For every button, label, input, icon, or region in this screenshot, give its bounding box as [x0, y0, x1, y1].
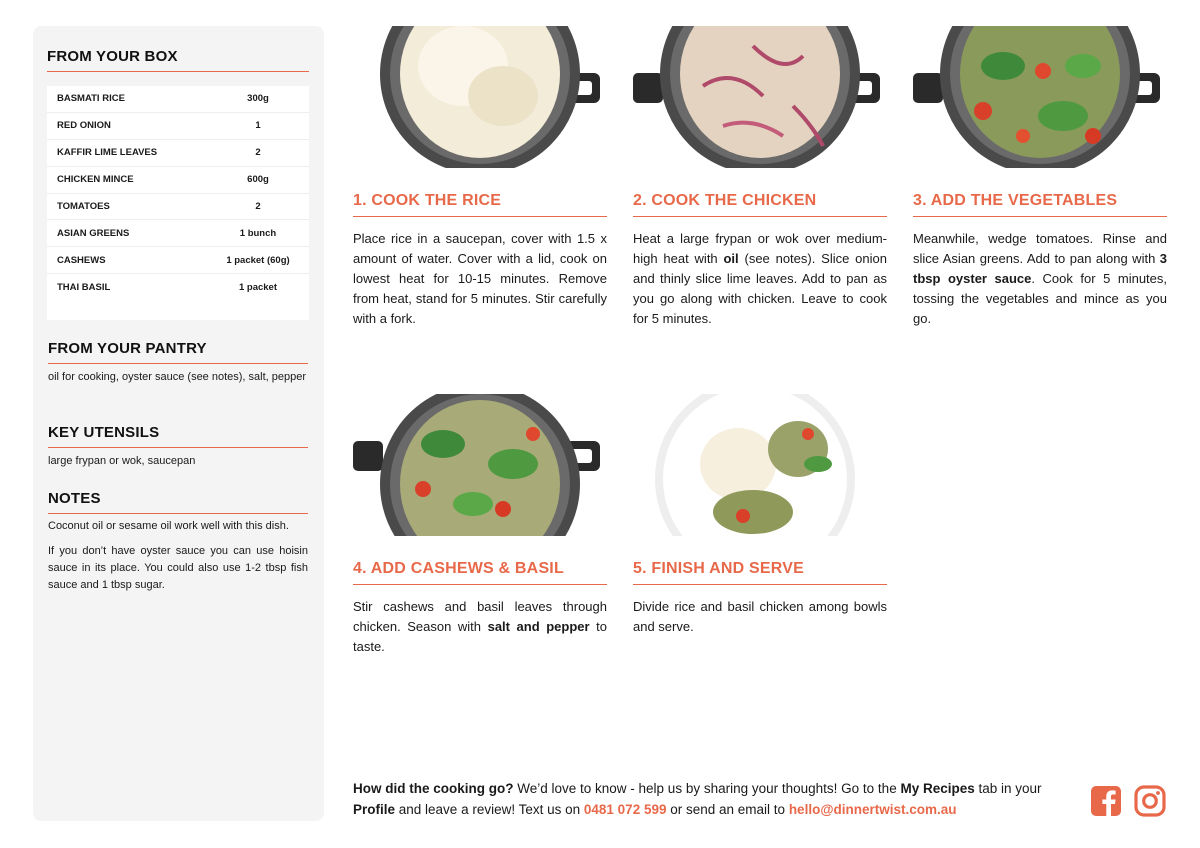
ingredient-qty: 1 packet [238, 281, 278, 293]
ingredient-qty: 300g [247, 93, 269, 105]
step-3-title: 3. ADD THE VEGETABLES [913, 192, 1167, 217]
utensils-title: KEY UTENSILS [48, 424, 308, 448]
step-2-photo [633, 26, 887, 168]
step-5-text: Divide rice and basil chicken among bowls and serve. [633, 599, 887, 634]
ingredient-qty: 1 bunch [239, 227, 277, 239]
notes-title: NOTES [48, 490, 308, 514]
ingredient-row [47, 140, 309, 167]
ingredient-row [47, 220, 309, 247]
step-5-photo [633, 394, 887, 536]
step-3-photo [913, 26, 1167, 168]
email-link[interactable]: hello@dinnertwist.com.au [788, 802, 957, 817]
from-your-box-title: FROM YOUR BOX [47, 48, 309, 72]
step-2-title: 2. COOK THE CHICKEN [633, 192, 887, 217]
ingredients-table [47, 86, 309, 320]
step-3-text: Meanwhile, wedge tomatoes. Rinse and slice Asian greens. Add to pan along with 3 tbsp oyster sauce. Cook for 5 minutes, tossing the vegetables and mince as you go. [913, 231, 1167, 326]
step-4-title: 4. ADD CASHEWS & BASIL [353, 560, 607, 585]
step-5-title: 5. FINISH AND SERVE [633, 560, 887, 585]
step-1-photo [353, 26, 607, 168]
step-4 [353, 394, 607, 657]
my-recipes-link[interactable]: My Recipes [900, 781, 975, 796]
ingredient-row [47, 194, 309, 221]
notes-text [48, 518, 308, 602]
phone-link[interactable]: 0481 072 599 [583, 802, 667, 817]
profile-link[interactable]: Profile [353, 802, 396, 817]
ingredient-name: CHICKEN MINCE [57, 174, 134, 186]
pantry-title: FROM YOUR PANTRY [48, 340, 308, 364]
footer-question: How did the cooking go? [353, 781, 514, 796]
notes-paragraph: If you don’t have oyster sauce you can use hoisin sauce in its place. You could also use 1-2 tbsp fish sauce and 1 tbsp sugar. [48, 545, 308, 591]
step-1-title: 1. COOK THE RICE [353, 192, 607, 217]
ingredient-row [47, 247, 309, 274]
facebook-icon[interactable] [1090, 785, 1122, 817]
ingredient-name: BASMATI RICE [57, 93, 125, 105]
pantry-text: oil for cooking, oyster sauce (see notes), salt, pepper [48, 371, 307, 383]
ingredient-row [47, 86, 309, 113]
notes-paragraph: Coconut oil or sesame oil work well with this dish. [48, 520, 289, 532]
ingredient-name: ASIAN GREENS [57, 227, 130, 239]
ingredient-row [47, 274, 309, 300]
ingredients-sidebar [33, 26, 324, 821]
step-1 [353, 26, 607, 329]
step-2 [633, 26, 887, 329]
step-1-text: Place rice in a saucepan, cover with 1.5 x amount of water. Cover with a lid, cook on lowest heat for 10-15 minutes. Remove from heat, stand for 5 minutes. Stir carefully with a fork. [353, 231, 607, 326]
ingredient-qty: 600g [247, 174, 269, 186]
ingredient-row [47, 113, 309, 140]
step-3 [913, 26, 1167, 329]
ingredient-row [47, 167, 309, 194]
step-5 [633, 394, 887, 637]
step-4-photo [353, 394, 607, 536]
ingredient-name: CASHEWS [57, 254, 106, 266]
ingredient-name: RED ONION [57, 120, 111, 132]
ingredient-qty: 1 packet (60g) [226, 254, 290, 266]
ingredient-qty: 1 [255, 120, 261, 132]
instagram-icon[interactable] [1134, 785, 1166, 817]
ingredient-qty: 2 [255, 201, 261, 212]
feedback-footer: How did the cooking go? We’d love to know - help us by sharing your thoughts! Go to the My Recipes tab in your Profile and leave a review! Text us on 0481 072 599 or send an email to hello@dinnertwist.com.au [353, 781, 1042, 817]
utensils-text: large frypan or wok, saucepan [48, 455, 196, 467]
step-4-text: Stir cashews and basil leaves through chicken. Season with salt and pepper to taste. [353, 599, 607, 654]
step-2-text: Heat a large frypan or wok over medium-high heat with oil (see notes). Slice onion and thinly slice lime leaves. Add to pan as you go along with chicken. Leave to cook for 5 minutes. [633, 231, 887, 326]
ingredient-qty: 2 [255, 147, 261, 159]
ingredient-name: KAFFIR LIME LEAVES [57, 147, 158, 159]
ingredient-name: TOMATOES [57, 201, 110, 212]
ingredient-name: THAI BASIL [57, 281, 111, 293]
